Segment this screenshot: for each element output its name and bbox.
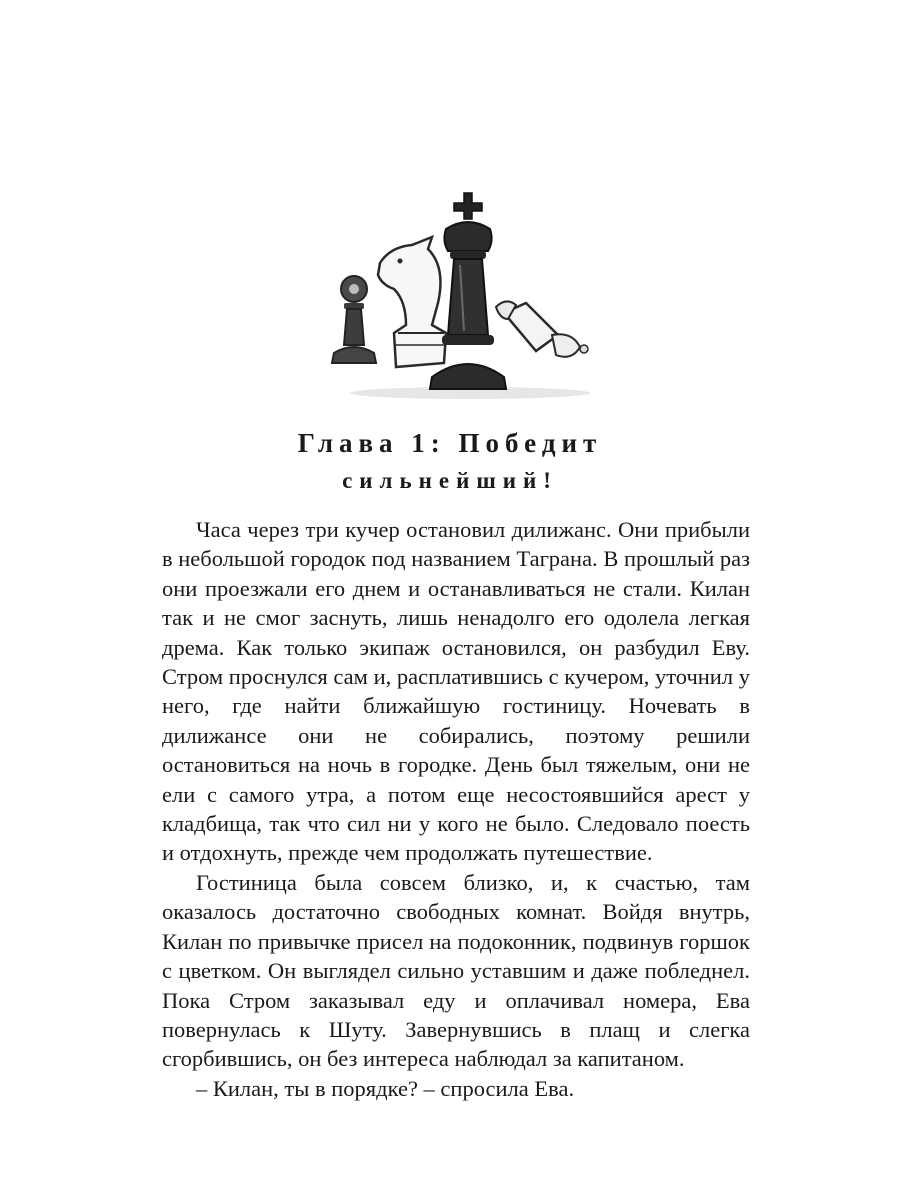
chapter-body	[162, 515, 750, 1103]
paragraph: Часа через три кучер остановил дилижанс. Они прибыли в небольшой городок под названием Таграна. В прошлый раз они проезжали его днем и останавливаться не стали. Килан так и не смог заснуть, лишь ненадолго его одолела легкая дрема. Как только экипаж остановился, он разбудил Еву. Стром проснулся сам и, расплатившись с кучером, уточнил у него, где найти ближайшую гостиницу. Ночевать в дилижансе они не собирались, поэтому решили остановиться на ночь в городке. День был тяжелым, они не ели с самого утра, а потом еще несостоявшийся арест у кладбища, так что сил ни у кого не было. Следовало поесть и отдохнуть, прежде чем продолжать путешествие.	[162, 517, 750, 866]
paragraph: Гостиница была совсем близко, и, к счастью, там оказалось достаточно свободных комнат. Войдя внутрь, Килан по привычке присел на подоконник, подвинув горшок с цветком. Он выглядел сильно уставшим и даже побледнел. Пока Стром заказывал еду и оплачивал номера, Ева повернулась к Шуту. Завернувшись в плащ и слегка сгорбившись, он без интереса наблюдал за капитаном.	[162, 869, 750, 1072]
knight-icon	[378, 237, 446, 367]
paragraph: – Килан, ты в порядке? – спросила Ева.	[196, 1075, 575, 1101]
pawn-icon	[332, 276, 376, 363]
chapter-title-line1: Глава 1: Победит	[297, 428, 603, 458]
chapter-title	[150, 424, 750, 500]
chess-pieces-icon	[320, 185, 600, 400]
bishop-icon	[496, 301, 588, 356]
chapter-title-line2: сильнейший!	[342, 468, 558, 493]
